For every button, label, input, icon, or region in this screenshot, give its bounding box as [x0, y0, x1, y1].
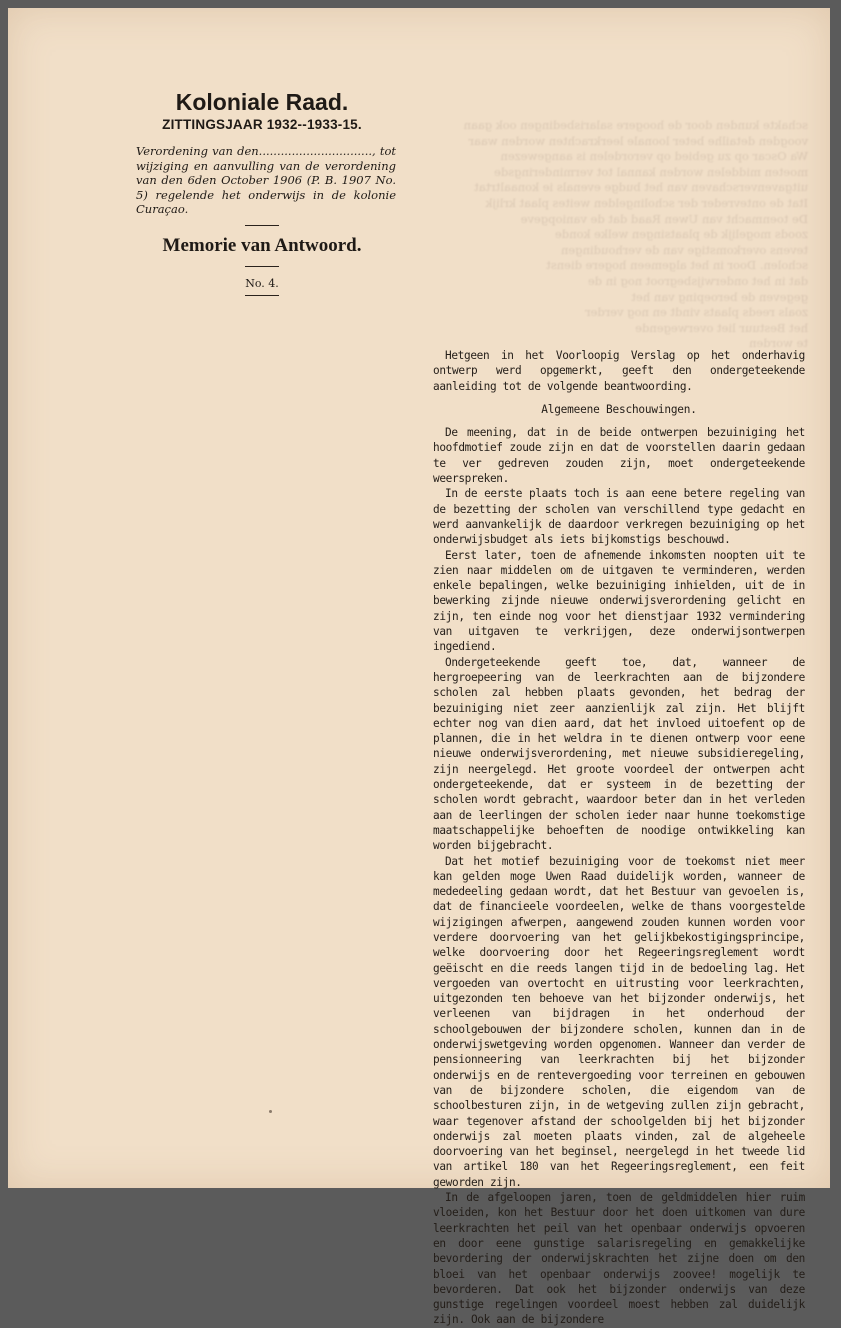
intro-paragraph: Hetgeen in het Voorloopig Verslag op het onderhavig ontwerp werd opgemerkt, geeft den ondergeteekende aanleiding tot de volgende beantwoording. — [433, 349, 805, 393]
session-year: ZITTINGSJAAR 1932--1933-15. — [162, 117, 362, 132]
body-paragraph: Eerst later, toen de afnemende inkomsten noopten uit te zien naar middelen om de uitgaven te verminderen, werden enkele bepalingen, welke bezuiniging inhielden, uit de in bewerking zijnde nieuwe onderwijsverordening gelicht en zijn, ten einde nog voor het dienstjaar 1932 vermindering van uitgaven te verkrijgen, deze onderwijsontwerpen ingediend. — [433, 548, 805, 654]
document-number: No. 4. — [245, 276, 279, 290]
memorandum-body — [433, 348, 805, 1328]
memorandum-title: Memorie van Antwoord. — [162, 234, 362, 256]
body-paragraph: De meening, dat in de beide ontwerpen bezuiniging het hoofdmotief zoude zijn en dat de voorstellen daarin gedaan te ver gedreven zouden zijn, moet ondergeteekende weerspreken. — [433, 426, 805, 486]
document-page — [8, 8, 830, 1327]
ordinance-description: Verordening van den..............................., tot wijziging en aanvulling van de verordening van den 6den October 1906 (P. B. 1907 No. 5) regelende het onderwijs in de kolonie Curaçao. — [136, 144, 396, 216]
divider-rule — [245, 225, 279, 226]
bleed-through-text: schakte kunden door de hoogere salarisbedingen ook gaan voogden detailhe beter loonale leerkrachten worden waar Wa Oscar op zu gebied op verordelen is aangewezen moeten middelen worden kannal tot verminderingsde uitgavenverschaven van het budge evenals ie konaaltrtat Itat de ontevreder der scholingelden weites plaat krlijk De toenmacht van Uwen Raad dat de vaniopgeve zoods mogelijk de plaatsingen welke konde tevens overkomstige van de verhoudingen scholen. Door in het algemeen hogere dienst dat in het onderwijsbegroot nog in de gegeven de beroeping van het zoals reeds plaats vindt en nog verder het Bestuur liet overwegende te worden — [463, 118, 808, 351]
body-paragraph: In de afgeloopen jaren, toen de geldmiddelen hier ruim vloeiden, kon het Bestuur door het doen uitkomen van dure leerkrachten het peil van het openbaar onderwijs opvoeren en door eene gunstige salarisregeling en gemakkelijke bevordering der onderwijskrachten het zijne doen om den bloei van het openbaar onderwijs zoovee! mogelijk te bevorderen. Dat ook het bijzonder onderwijs van deze gunstige regelingen voordeel moest hebben zal duidelijk zijn. Ook aan de bijzondere — [433, 1191, 805, 1327]
council-title: Koloniale Raad. — [175, 89, 349, 115]
section-heading: Algemeene Beschouwingen. — [541, 402, 697, 416]
document-header — [128, 88, 396, 304]
paper-speck — [269, 1110, 272, 1113]
body-paragraph: Dat het motief bezuiniging voor de toekomst niet meer kan gelden moge Uwen Raad duidelijk worden, wanneer de mededeeling gedaan wordt, dat het Bestuur van gevoelen is, dat de financieele voordeelen, welke de thans voorgestelde wijzigingen afwerpen, aangewend zouden kunnen worden voor verdere doorvoering van het gelijkbekostigingsprincipe, welke doorvoering door het Regeeringsreglement wordt geëischt en die reeds langen tijd in de bedoeling lag. Het vergoeden van overtocht en uitrusting voor leerkrachten, uitgezonden ten behoeve van het bijzonder onderwijs, het verleenen van bijdragen in het onderhoud der schoolgebouwen der bijzondere scholen, kunnen dan in de onderwijswetgeving worden opgenomen. Wanneer dan verder de pensionneering van leerkrachten bij het bijzonder onderwijs en de rentevergoeding voor terreinen en gebouwen van de bijzondere scholen, die eigendom van de schoolbesturen zijn, in de wetgeving zullen zijn gebracht, waar tegenover afstand der schoolgelden bij het bijzonder onderwijs zal moeten plaats vinden, zal de algeheele doorvoering van het beginsel, neergelegd in het tweede lid van artikel 180 van het Regeeringsreglement, een feit geworden zijn. — [433, 854, 805, 1189]
divider-rule — [245, 266, 279, 267]
divider-rule — [245, 295, 279, 296]
body-paragraph: Ondergeteekende geeft toe, dat, wanneer de hergroepeering van de leerkrachten aan de bijzondere scholen zal hebben plaats gevonden, het bedrag der bezuiniging niet zeer aanzienlijk zal zijn. Het blijft echter nog van dien aard, dat het invloed uitoefent op de plannen, die in het weldra in te dienen ontwerp voor eene nieuwe onderwijsverordening, met nieuwe subsidieregeling, zijn neergelegd. Het groote voordeel der ontwerpen acht ondergeteekende, dat er systeem in de bezetting der scholen wordt gebracht, waardoor beter dan in het verleden aan de leerlingen der scholen ieder naar hunne toekomstige maatschappelijke behoeften de noodige ontwikkeling kan worden bijgebracht. — [433, 655, 805, 853]
body-paragraph: In de eerste plaats toch is aan eene betere regeling van de bezetting der scholen van verschillend type gedacht en werd aanvankelijk de daardoor verkregen bezuiniging op het onderwijsbudget als iets bijkomstigs beschouwd. — [433, 487, 805, 547]
